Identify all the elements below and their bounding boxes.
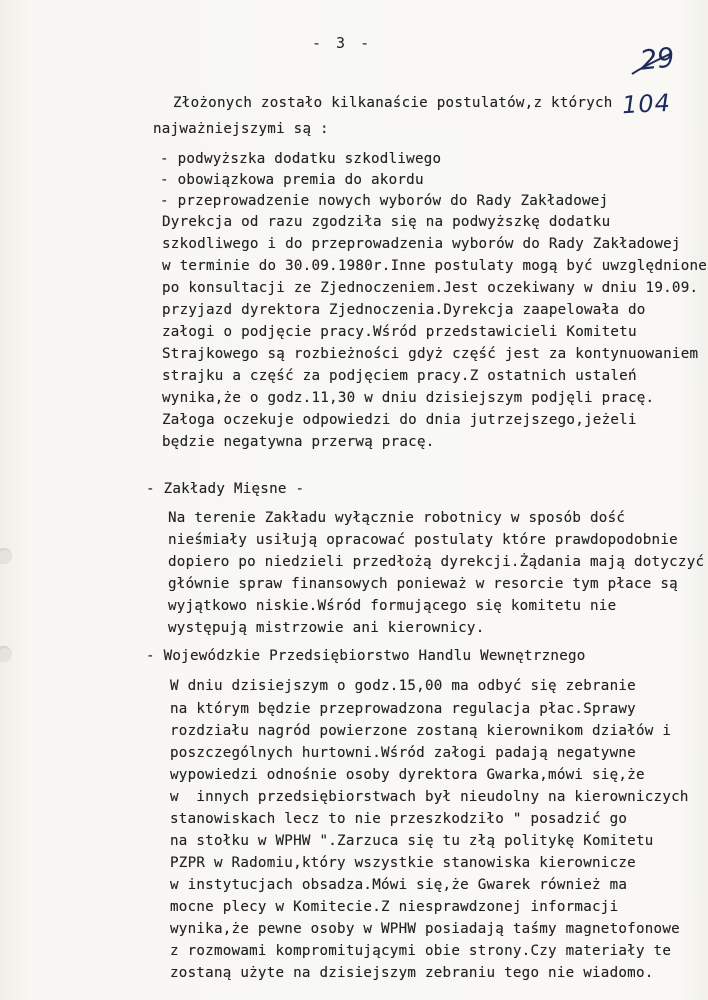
body-line: strajku a część za podjęciem pracy.Z ostatnich ustaleń	[162, 368, 637, 384]
list-item: - obowiązkowa premia do akordu	[160, 172, 424, 188]
handwritten-strike-icon	[628, 50, 676, 78]
body-line: na którym będzie przeprowadzona regulacja płac.Sprawy	[170, 701, 636, 717]
body-line: wynika,że o godz.11,30 w dniu dzisiejszym podjęli pracę.	[162, 390, 655, 406]
list-item: - podwyższka dodatku szkodliwego	[160, 151, 442, 167]
body-line: Dyrekcja od razu zgodziła się na podwyższkę dodatku	[162, 214, 611, 230]
body-line: dopiero po niedzieli przedłożą dyrekcji.Żądania mają dotyczyć	[168, 554, 705, 570]
body-line: stanowiskach lecz to nie przeszkodziło " posadzić go	[170, 811, 628, 827]
body-line: będzie negatywna przerwą pracę.	[162, 434, 435, 450]
body-line: po konsultacji ze Zjednoczeniem.Jest oczekiwany w dniu 19.09.	[162, 280, 699, 296]
body-line: występują mistrzowie ani kierownicy.	[168, 620, 485, 636]
body-line: zostaną użyte na dzisiejszym zebraniu tego nie wiadomo.	[170, 965, 654, 981]
body-line: mocne plecy w Komitecie.Z niesprawdzonej informacji	[170, 899, 619, 915]
list-item: - przeprowadzenie nowych wyborów do Rady Zakładowej	[160, 193, 609, 209]
body-line: wynika,że pewne osoby w WPHW posiadają taśmy magnetofonowe	[170, 921, 680, 937]
body-line: rozdziału nagród powierzone zostaną kierownikom działów i	[170, 723, 672, 739]
body-line: załogi o podjęcie pracy.Wśród przedstawicieli Komitetu	[162, 324, 637, 340]
body-line: szkodliwego i do przeprowadzenia wyborów do Rady Zakładowej	[162, 236, 681, 252]
punch-hole	[0, 548, 12, 564]
body-line: przyjazd dyrektora Zjednoczenia.Dyrekcja zaapelowała do	[162, 302, 646, 318]
body-line: w innych przedsiębiorstwach był nieudolny na kierowniczych	[170, 789, 689, 805]
body-line: nieśmiały usiłują opracować postulaty które prawdopodobnie	[168, 532, 678, 548]
handwritten-folio-number: 104	[621, 88, 672, 120]
body-line: w instytucjach obsadza.Mówi się,że Gwarek również ma	[170, 877, 628, 893]
body-line: Załoga oczekuje odpowiedzi do dnia jutrzejszego,jeżeli	[162, 412, 637, 428]
section-heading: - Zakłady Mięsne -	[146, 481, 305, 497]
body-line: z rozmowami kompromitującymi obie strony.Czy materiały te	[170, 943, 672, 959]
body-line: wypowiedzi odnośnie osoby dyrektora Gwarka,mówi się,że	[170, 767, 645, 783]
body-line: Na terenie Zakładu wyłącznie robotnicy w sposób dość	[168, 510, 626, 526]
body-line: w terminie do 30.09.1980r.Inne postulaty mogą być uwzględnione	[162, 258, 708, 274]
body-line: poszczególnych hurtowni.Wśród załogi padają negatywne	[170, 745, 636, 761]
body-line: Złożonych zostało kilkanaście postulatów,z których	[173, 95, 613, 111]
punch-hole	[0, 646, 12, 662]
body-line: Strajkowego są rozbieżności gdyż część jest za kontynuowaniem	[162, 346, 699, 362]
body-line: wyjątkowo niskie.Wśród formującego się komitetu nie	[168, 598, 617, 614]
page-number: - 3 -	[312, 34, 373, 52]
body-line: PZPR w Radomiu,który wszystkie stanowiska kierownicze	[170, 855, 636, 871]
body-line: na stołku w WPHW ".Zarzuca się tu złą politykę Komitetu	[170, 833, 654, 849]
body-line: głównie spraw finansowych ponieważ w resorcie tym płace są	[168, 576, 678, 592]
body-line: W dniu dzisiejszym o godz.15,00 ma odbyć się zebranie	[170, 678, 636, 694]
handwritten-archive-number: 29	[638, 42, 676, 77]
section-heading: - Wojewódzkie Przedsiębiorstwo Handlu Wewnętrznego	[146, 648, 586, 664]
body-line: najważniejszymi są :	[153, 121, 329, 137]
